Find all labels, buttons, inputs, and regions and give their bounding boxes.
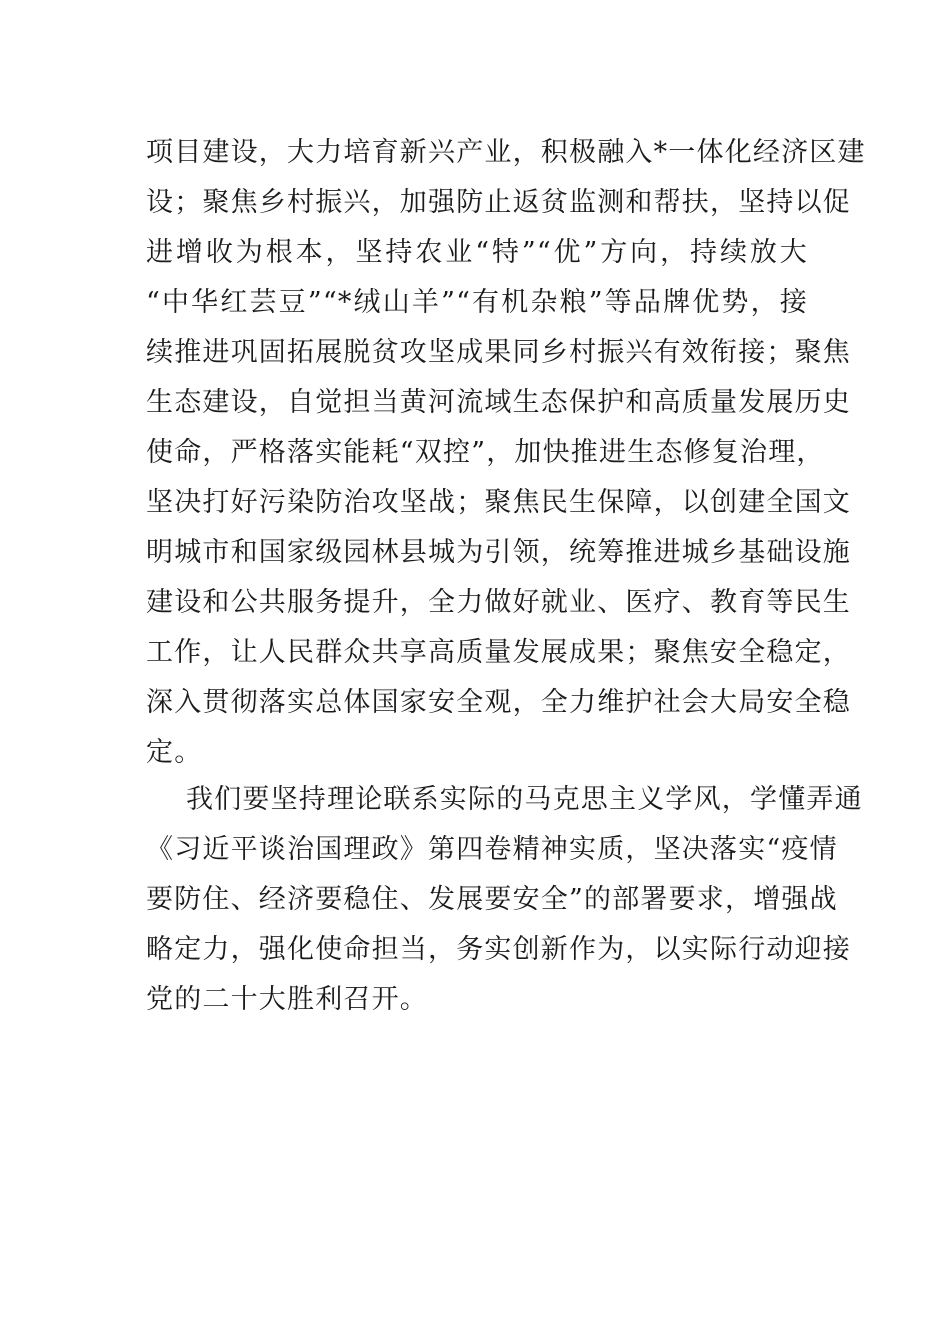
paragraph-1 xyxy=(146,128,866,778)
text-line: 明城市和国家级园林县城为引领，统筹推进城乡基础设施 xyxy=(146,537,851,568)
text-line: 我们要坚持理论联系实际的马克思主义学风，学懂弄通 xyxy=(186,784,863,815)
text-line: 生态建设，自觉担当黄河流域生态保护和高质量发展历史 xyxy=(146,387,851,418)
text-line: 坚决打好污染防治攻坚战；聚焦民生保障，以创建全国文 xyxy=(146,487,851,518)
text-line: “中华红芸豆”“*绒山羊”“有机杂粮”等品牌优势，接 xyxy=(146,287,808,318)
text-line: 设；聚焦乡村振兴，加强防止返贫监测和帮扶，坚持以促 xyxy=(146,187,851,218)
paragraph-2 xyxy=(146,775,863,1025)
text-line: 要防住、经济要稳住、发展要安全”的部署要求，增强战 xyxy=(146,884,838,915)
text-line: 党的二十大胜利召开。 xyxy=(146,984,428,1015)
text-line: 项目建设，大力培育新兴产业，积极融入*一体化经济区建 xyxy=(146,137,866,168)
text-line: 定。 xyxy=(146,737,203,768)
text-line: 续推进巩固拓展脱贫攻坚成果同乡村振兴有效衔接；聚焦 xyxy=(146,337,851,368)
text-line: 深入贯彻落实总体国家安全观，全力维护社会大局安全稳 xyxy=(146,687,851,718)
text-line: 工作，让人民群众共享高质量发展成果；聚焦安全稳定， xyxy=(146,637,851,668)
text-line: 使命，严格落实能耗“双控”，加快推进生态修复治理， xyxy=(146,437,825,468)
text-line: 建设和公共服务提升，全力做好就业、医疗、教育等民生 xyxy=(146,587,851,618)
text-line: 《习近平谈治国理政》第四卷精神实质，坚决落实“疫情 xyxy=(146,834,838,865)
text-line: 略定力，强化使命担当，务实创新作为，以实际行动迎接 xyxy=(146,934,851,965)
text-line: 进增收为根本，坚持农业“特”“优”方向，持续放大 xyxy=(146,237,808,268)
